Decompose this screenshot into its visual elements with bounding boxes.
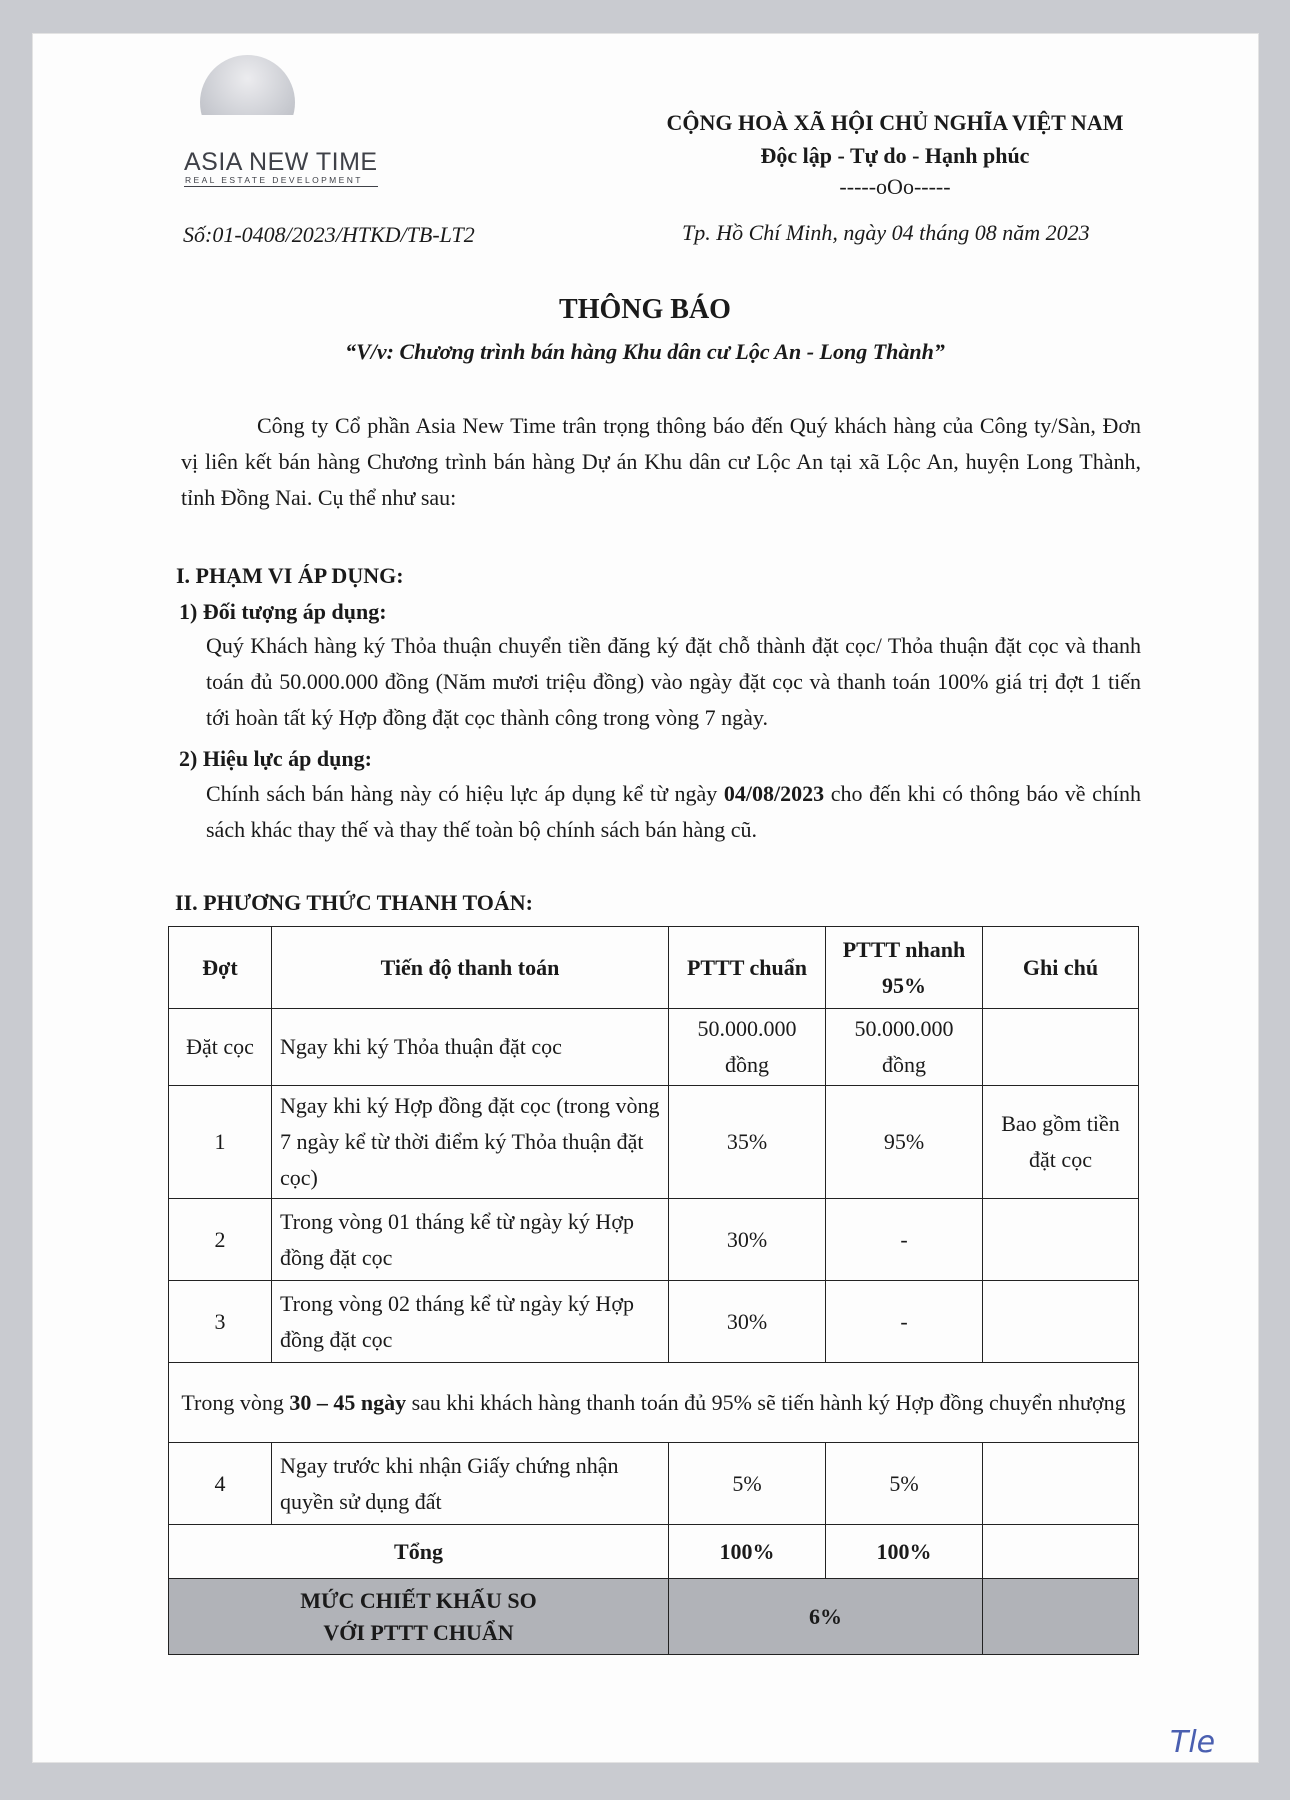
place-date: Tp. Hồ Chí Minh, ngày 04 tháng 08 năm 2023 bbox=[682, 220, 1090, 245]
col-header-standard: PTTT chuẩn bbox=[669, 927, 826, 1009]
table-discount-row: MỨC CHIẾT KHẤU SO VỚI PTTT CHUẨN 6% bbox=[169, 1579, 1139, 1655]
section1-sub2-heading: 2) Hiệu lực áp dụng: bbox=[179, 746, 372, 771]
table-row: 1 Ngay khi ký Hợp đồng đặt cọc (trong vòng 7 ngày kể từ thời điểm ký Thỏa thuận đặt cọc) 35% 95% Bao gồm tiền đặt cọc bbox=[169, 1086, 1139, 1199]
intro-paragraph: Công ty Cổ phần Asia New Time trân trọng thông báo đến Quý khách hàng của Công ty/Sàn, Đơn vị liên kết bán hàng Chương trình bán hàng Dự án Khu dân cư Lộc An tại xã Lộc An, huyện Long Thành, tỉnh Đồng Nai. Cụ thể như sau: bbox=[181, 413, 1141, 510]
table-row: 2 Trong vòng 01 tháng kể từ ngày ký Hợp đồng đặt cọc 30% - bbox=[169, 1199, 1139, 1281]
national-motto: Độc lập - Tự do - Hạnh phúc bbox=[760, 143, 1030, 168]
col-header-note: Ghi chú bbox=[983, 927, 1139, 1009]
table-header-row bbox=[169, 927, 1139, 1009]
table-note-row: Trong vòng 30 – 45 ngày sau khi khách hàng thanh toán đủ 95% sẽ tiến hành ký Hợp đồng chuyển nhượng bbox=[169, 1363, 1139, 1443]
logo-name: ASIA NEW TIME bbox=[184, 148, 378, 176]
section1-heading: I. PHẠM VI ÁP DỤNG: bbox=[176, 563, 404, 588]
col-header-fast: PTTT nhanh 95% bbox=[826, 927, 983, 1009]
logo-underline bbox=[184, 186, 378, 187]
logo-tagline: REAL ESTATE DEVELOPMENT bbox=[185, 175, 363, 185]
col-header-schedule: Tiến độ thanh toán bbox=[272, 927, 669, 1009]
payment-table bbox=[168, 926, 1139, 1655]
national-separator: -----oOo----- bbox=[839, 174, 951, 199]
document-number: Số:01-0408/2023/HTKD/TB-LT2 bbox=[183, 222, 475, 247]
section1-sub1-heading: 1) Đối tượng áp dụng: bbox=[179, 599, 387, 624]
section2-heading: II. PHƯƠNG THỨC THANH TOÁN: bbox=[175, 890, 533, 915]
effective-date: 04/08/2023 bbox=[723, 781, 825, 806]
national-title: CỘNG HOÀ XÃ HỘI CHỦ NGHĨA VIỆT NAM bbox=[666, 110, 1124, 135]
col-header-phase: Đợt bbox=[169, 927, 272, 1009]
table-row: Đặt cọc Ngay khi ký Thỏa thuận đặt cọc 50.000.000 đồng 50.000.000 đồng bbox=[169, 1009, 1139, 1086]
document-title: THÔNG BÁO bbox=[559, 294, 731, 325]
section1-sub2-text: Chính sách bán hàng này có hiệu lực áp dụng kể từ ngày 04/08/2023 cho đến khi có thông báo về chính sách khác thay thế và thay thế toàn bộ chính sách bán hàng cũ. bbox=[206, 781, 1141, 842]
handwritten-signature: Tle bbox=[1170, 1725, 1216, 1760]
section1-sub1-text: Quý Khách hàng ký Thỏa thuận chuyển tiền đăng ký đặt chỗ thành đặt cọc/ Thỏa thuận đặt cọc và thanh toán đủ 50.000.000 đồng (Năm mươi triệu đồng) vào ngày đặt cọc và thanh toán 100% giá trị đợt 1 tiến tới hoàn tất ký Hợp đồng đặt cọc thành công trong vòng 7 ngày. bbox=[206, 633, 1141, 730]
document-subtitle: “V/v: Chương trình bán hàng Khu dân cư Lộc An - Long Thành” bbox=[345, 339, 945, 364]
table-total-row: Tổng 100% 100% bbox=[169, 1525, 1139, 1579]
table-row: 3 Trong vòng 02 tháng kể từ ngày ký Hợp đồng đặt cọc 30% - bbox=[169, 1281, 1139, 1363]
table-row: 4 Ngay trước khi nhận Giấy chứng nhận quyền sử dụng đất 5% 5% bbox=[169, 1443, 1139, 1525]
